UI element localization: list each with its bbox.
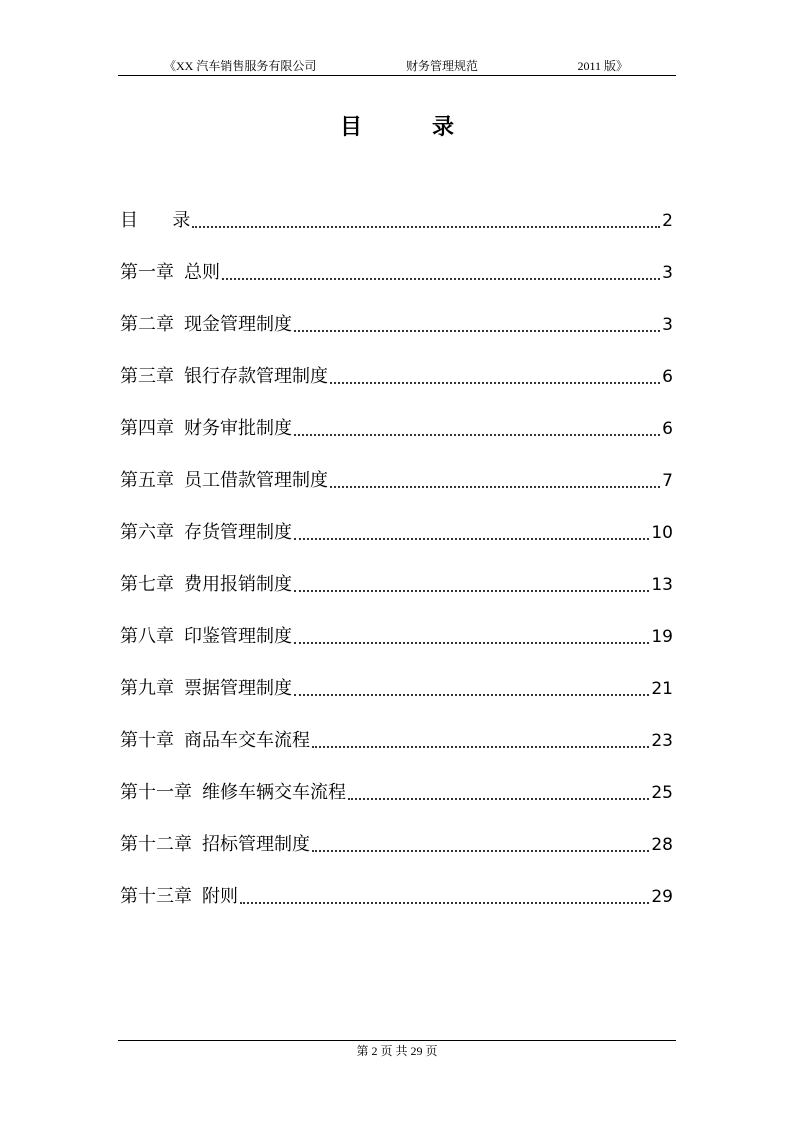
toc-chapter: 第十二章 [120,834,192,855]
toc-chapter-name: 维修车辆交车流程 [202,782,346,803]
toc-leader-dots [294,642,649,644]
toc-chapter: 第二章 [120,314,174,335]
page-header [118,58,676,76]
toc-leader-dots [312,850,649,852]
toc-entry[interactable] [120,544,673,596]
toc-chapter-name: 银行存款管理制度 [184,366,328,387]
toc-chapter-name: 费用报销制度 [184,574,292,595]
toc-chapter: 第三章 [120,366,174,387]
toc-page-number: 3 [662,263,673,283]
toc-entry[interactable] [120,856,673,908]
toc-page-number: 6 [662,367,673,387]
toc-chapter: 第五章 [120,470,174,491]
toc-chapter: 目 录 [120,210,191,231]
toc-entry[interactable] [120,440,673,492]
toc-chapter-name: 招标管理制度 [202,834,310,855]
toc-page-number: 21 [651,679,673,699]
toc-entry[interactable] [120,232,673,284]
toc-leader-dots [312,746,649,748]
header-company: 《XX 汽车销售服务有限公司 [164,59,317,73]
toc-entry[interactable] [120,492,673,544]
header-doc-title: 财务管理规范 [406,59,479,73]
toc-leader-dots [330,382,660,384]
toc-leader-dots [294,330,660,332]
toc-leader-dots [348,798,649,800]
toc-chapter: 第八章 [120,626,174,647]
toc-page-number: 19 [651,627,673,647]
toc-page-number: 10 [651,523,673,543]
toc-entry[interactable] [120,336,673,388]
toc-page-number: 6 [662,419,673,439]
toc-leader-dots [294,694,649,696]
toc-page-number: 3 [662,315,673,335]
toc-page-number: 7 [662,471,673,491]
toc-chapter-name: 财务审批制度 [184,418,292,439]
header-version: 2011 版》 [577,59,628,73]
toc-page-number: 2 [662,211,673,231]
toc-page-number: 29 [651,887,673,907]
toc-entry[interactable] [120,180,673,232]
toc-chapter-name: 票据管理制度 [184,678,292,699]
toc-title [0,110,794,141]
toc-title-char-2: 录 [432,115,455,140]
toc-page-number: 28 [651,835,673,855]
toc-leader-dots [240,902,649,904]
toc-entry[interactable] [120,284,673,336]
toc-entry[interactable] [120,700,673,752]
toc-entry[interactable] [120,648,673,700]
toc-entry[interactable] [120,804,673,856]
toc-leader-dots [294,590,649,592]
toc-entry[interactable] [120,752,673,804]
toc-chapter-name: 总则 [184,262,220,283]
toc-chapter: 第十三章 [120,886,192,907]
toc-chapter-name: 附则 [202,886,238,907]
toc-entry[interactable] [120,388,673,440]
toc-chapter-name: 存货管理制度 [184,522,292,543]
toc-chapter: 第一章 [120,262,174,283]
toc-chapter-name: 员工借款管理制度 [184,470,328,491]
toc-chapter-name: 印鉴管理制度 [184,626,292,647]
toc-chapter: 第六章 [120,522,174,543]
toc-leader-dots [192,226,660,228]
toc-page-number: 13 [651,575,673,595]
page-footer: 第 2 页 共 29 页 [356,1044,438,1058]
toc-chapter: 第四章 [120,418,174,439]
toc-chapter: 第十章 [120,730,174,751]
toc-title-char-1: 目 [339,115,362,140]
toc-leader-dots [222,278,660,280]
table-of-contents [120,180,673,908]
toc-chapter: 第十一章 [120,782,192,803]
toc-leader-dots [330,486,660,488]
footer-rule [118,1040,676,1041]
toc-chapter-name: 现金管理制度 [184,314,292,335]
header-rule [118,75,676,76]
toc-entry[interactable] [120,596,673,648]
toc-leader-dots [294,434,660,436]
toc-chapter: 第七章 [120,574,174,595]
toc-page-number: 23 [651,731,673,751]
toc-leader-dots [294,538,649,540]
toc-chapter: 第九章 [120,678,174,699]
toc-chapter-name: 商品车交车流程 [184,730,310,751]
toc-page-number: 25 [651,783,673,803]
